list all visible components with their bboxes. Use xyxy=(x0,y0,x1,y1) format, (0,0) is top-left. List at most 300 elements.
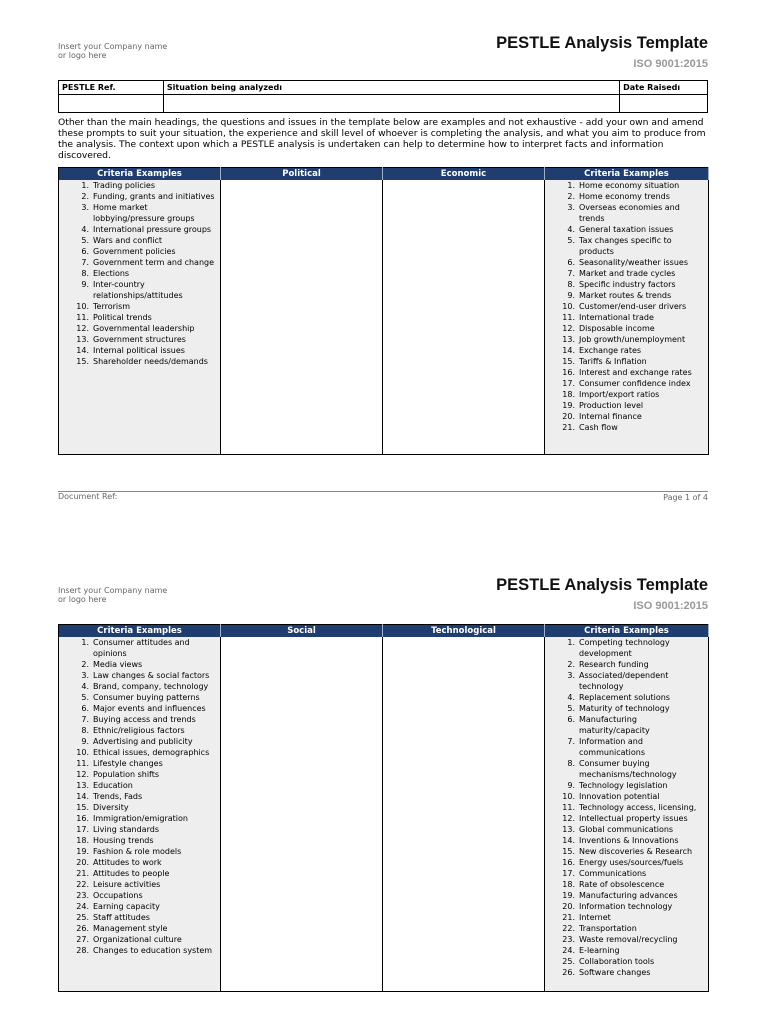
date-raised-header: Date Raisedı xyxy=(620,81,708,95)
intro-paragraph: Other than the main headings, the questions and issues in the template below are examples and not exhaustive - add your own and amend these prompts to suit your situation, the experience and skill level of whoever is completing the analysis, and what you aim to produce from the analysis. The context upon which a PESTLE analysis is undertaken can help to determine how to interpret facts and information discovered. xyxy=(58,117,706,161)
criteria-item xyxy=(545,312,708,323)
criteria-item-text: Governmental leadership xyxy=(93,324,195,333)
criteria-item xyxy=(59,202,220,224)
economic-input-cell[interactable] xyxy=(383,180,545,455)
criteria-item-text: Interest and exchange rates xyxy=(579,368,692,377)
criteria-item xyxy=(59,180,220,191)
criteria-item xyxy=(545,912,708,923)
criteria-item xyxy=(545,692,708,703)
criteria-item-number: 26. xyxy=(562,968,575,977)
criteria-item-number: 11. xyxy=(76,759,89,768)
criteria-item xyxy=(59,769,220,780)
criteria-item-number: 15. xyxy=(562,357,575,366)
footer-divider xyxy=(58,491,708,492)
criteria-item xyxy=(545,846,708,857)
criteria-item xyxy=(59,868,220,879)
criteria-item-text: Management style xyxy=(93,924,168,933)
criteria-item xyxy=(59,257,220,268)
criteria-item-number: 3. xyxy=(81,203,89,212)
criteria-item xyxy=(545,389,708,400)
criteria-item-number: 1. xyxy=(81,181,89,190)
criteria-item-number: 6. xyxy=(81,247,89,256)
criteria-item-number: 22. xyxy=(562,924,575,933)
criteria-item xyxy=(545,180,708,191)
criteria-item xyxy=(545,780,708,791)
criteria-item-number: 23. xyxy=(562,935,575,944)
criteria-item xyxy=(545,378,708,389)
criteria-item-text: Waste removal/recycling xyxy=(579,935,678,944)
criteria-item-number: 25. xyxy=(562,957,575,966)
criteria-item xyxy=(59,670,220,681)
criteria-item-number: 10. xyxy=(76,302,89,311)
criteria-item-number: 19. xyxy=(562,891,575,900)
criteria-item-text: Market routes & trends xyxy=(579,291,672,300)
criteria-item-number: 11. xyxy=(562,803,575,812)
criteria-item xyxy=(545,637,708,659)
political-header: Political xyxy=(221,168,383,181)
criteria-item-text: Buying access and trends xyxy=(93,715,196,724)
criteria-item-number: 8. xyxy=(81,726,89,735)
criteria-item xyxy=(545,345,708,356)
criteria-item-text: Software changes xyxy=(579,968,651,977)
criteria-item xyxy=(59,802,220,813)
criteria-item-number: 4. xyxy=(567,693,575,702)
criteria-item-text: Internet xyxy=(579,913,611,922)
criteria-item xyxy=(545,703,708,714)
criteria-item xyxy=(545,334,708,345)
criteria-item-text: Transportation xyxy=(579,924,637,933)
political-input-cell[interactable] xyxy=(221,180,383,455)
criteria-item-text: Tariffs & Inflation xyxy=(579,357,647,366)
criteria-item-number: 22. xyxy=(76,880,89,889)
criteria-item xyxy=(59,890,220,901)
criteria-item xyxy=(59,747,220,758)
iso-label: ISO 9001:2015 xyxy=(633,58,708,70)
criteria-item xyxy=(59,279,220,301)
technological-input-cell[interactable] xyxy=(383,637,545,992)
criteria-item-number: 1. xyxy=(567,181,575,190)
criteria-item-number: 15. xyxy=(76,803,89,812)
criteria-item-text: Home economy situation xyxy=(579,181,680,190)
criteria-item-text: Research funding xyxy=(579,660,649,669)
criteria-item-number: 20. xyxy=(76,858,89,867)
criteria-item-number: 25. xyxy=(76,913,89,922)
criteria-item xyxy=(545,736,708,758)
criteria-item-text: Staff attitudes xyxy=(93,913,150,922)
criteria-item-number: 16. xyxy=(562,368,575,377)
criteria-item-text: Market and trade cycles xyxy=(579,269,676,278)
criteria-item xyxy=(545,356,708,367)
criteria-item-number: 13. xyxy=(76,781,89,790)
criteria-item-number: 7. xyxy=(81,258,89,267)
criteria-item-number: 2. xyxy=(81,660,89,669)
criteria-item-number: 3. xyxy=(567,203,575,212)
criteria-item-text: Housing trends xyxy=(93,836,154,845)
criteria-item-number: 7. xyxy=(567,269,575,278)
criteria-item-number: 21. xyxy=(562,913,575,922)
criteria-item xyxy=(545,967,708,978)
pestle-ref-header: PESTLE Ref. xyxy=(59,81,164,95)
criteria-item-number: 13. xyxy=(76,335,89,344)
criteria-header-left: Criteria Examples xyxy=(59,625,221,638)
criteria-item xyxy=(545,835,708,846)
political-criteria-cell xyxy=(59,180,221,455)
criteria-item-text: Wars and conflict xyxy=(93,236,163,245)
criteria-item xyxy=(59,912,220,923)
criteria-header-left: Criteria Examples xyxy=(59,168,221,181)
criteria-item xyxy=(59,703,220,714)
criteria-item-number: 20. xyxy=(562,412,575,421)
criteria-item-number: 14. xyxy=(76,346,89,355)
criteria-item-text: General taxation issues xyxy=(579,225,674,234)
criteria-item-text: Manufacturing advances xyxy=(579,891,678,900)
criteria-item xyxy=(545,714,708,736)
criteria-item-number: 7. xyxy=(81,715,89,724)
criteria-item-text: Changes to education system xyxy=(93,946,213,955)
criteria-item xyxy=(59,846,220,857)
criteria-item xyxy=(59,323,220,334)
criteria-item-text: Advertising and publicity xyxy=(93,737,193,746)
criteria-item xyxy=(545,367,708,378)
criteria-item-text: New discoveries & Research xyxy=(579,847,693,856)
criteria-item-number: 8. xyxy=(567,759,575,768)
criteria-item xyxy=(59,857,220,868)
criteria-item-number: 18. xyxy=(562,390,575,399)
criteria-item xyxy=(545,670,708,692)
criteria-item xyxy=(59,736,220,747)
criteria-item-number: 9. xyxy=(567,781,575,790)
criteria-item-text: Living standards xyxy=(93,825,159,834)
economic-header: Economic xyxy=(383,168,545,181)
criteria-item xyxy=(545,890,708,901)
criteria-item-text: Fashion & role models xyxy=(93,847,182,856)
social-technological-table xyxy=(58,624,709,992)
criteria-item-text: Occupations xyxy=(93,891,143,900)
criteria-item-text: Government term and change xyxy=(93,258,215,267)
criteria-item-number: 12. xyxy=(562,814,575,823)
criteria-item-number: 10. xyxy=(76,748,89,757)
criteria-item xyxy=(59,945,220,956)
criteria-item-text: Consumer attitudes and opinions xyxy=(93,638,190,658)
criteria-item-text: Global communications xyxy=(579,825,674,834)
criteria-item xyxy=(59,835,220,846)
criteria-item-number: 8. xyxy=(81,269,89,278)
criteria-item xyxy=(545,791,708,802)
criteria-item-number: 24. xyxy=(76,902,89,911)
criteria-item-text: Ethical issues, demographics xyxy=(93,748,210,757)
criteria-item-text: Major events and influences xyxy=(93,704,206,713)
criteria-header-right: Criteria Examples xyxy=(545,168,709,181)
page-number: Page 1 of 4 xyxy=(663,493,708,502)
criteria-item-text: Specific industry factors xyxy=(579,280,676,289)
criteria-item-text: Consumer confidence index xyxy=(579,379,691,388)
criteria-item-number: 16. xyxy=(562,858,575,867)
document-title: PESTLE Analysis Template xyxy=(496,576,708,594)
criteria-item-text: Population shifts xyxy=(93,770,160,779)
criteria-item-number: 18. xyxy=(562,880,575,889)
criteria-item-number: 24. xyxy=(562,946,575,955)
criteria-item-text: Disposable income xyxy=(579,324,655,333)
criteria-item xyxy=(59,224,220,235)
criteria-item xyxy=(545,290,708,301)
criteria-item-text: Production level xyxy=(579,401,644,410)
criteria-item xyxy=(59,681,220,692)
criteria-item-number: 15. xyxy=(562,847,575,856)
criteria-item-text: Home economy trends xyxy=(579,192,670,201)
criteria-item-text: Immigration/emigration xyxy=(93,814,188,823)
criteria-item-text: Earning capacity xyxy=(93,902,160,911)
iso-label: ISO 9001:2015 xyxy=(633,600,708,612)
criteria-item xyxy=(59,334,220,345)
criteria-item-text: Ethnic/religious factors xyxy=(93,726,185,735)
criteria-item-text: Maturity of technology xyxy=(579,704,670,713)
criteria-item xyxy=(59,637,220,659)
reference-table xyxy=(58,80,708,113)
criteria-item-text: Intellectual property issues xyxy=(579,814,688,823)
criteria-item-text: Trading policies xyxy=(93,181,156,190)
criteria-item-text: E-learning xyxy=(579,946,620,955)
criteria-item-number: 12. xyxy=(76,324,89,333)
criteria-item-number: 1. xyxy=(81,638,89,647)
criteria-item-number: 17. xyxy=(76,825,89,834)
criteria-item xyxy=(545,191,708,202)
criteria-item xyxy=(545,279,708,290)
social-header: Social xyxy=(221,625,383,638)
criteria-item-text: Funding, grants and initiatives xyxy=(93,192,215,201)
criteria-item xyxy=(545,802,708,813)
social-criteria-list xyxy=(59,637,220,956)
criteria-item xyxy=(545,235,708,257)
criteria-item xyxy=(545,758,708,780)
criteria-item-text: Energy uses/sources/fuels xyxy=(579,858,684,867)
criteria-item-text: Information and communications xyxy=(579,737,646,757)
criteria-item xyxy=(59,659,220,670)
criteria-item-text: Collaboration tools xyxy=(579,957,655,966)
criteria-item-text: Trends, Fads xyxy=(93,792,143,801)
criteria-item-number: 17. xyxy=(562,869,575,878)
criteria-item-text: Replacement solutions xyxy=(579,693,670,702)
criteria-item-number: 1. xyxy=(567,638,575,647)
criteria-item-number: 21. xyxy=(562,423,575,432)
criteria-item xyxy=(545,879,708,890)
criteria-item-text: Technology access, licensing, xyxy=(579,803,697,812)
criteria-item xyxy=(59,692,220,703)
criteria-item-text: Consumer buying mechanisms/technology xyxy=(579,759,677,779)
social-criteria-cell xyxy=(59,637,221,992)
criteria-item-number: 5. xyxy=(567,704,575,713)
criteria-item xyxy=(59,356,220,367)
criteria-item-text: Import/export ratios xyxy=(579,390,660,399)
criteria-item xyxy=(59,301,220,312)
criteria-item xyxy=(59,923,220,934)
situation-field[interactable] xyxy=(163,95,619,113)
criteria-item-number: 5. xyxy=(567,236,575,245)
criteria-item xyxy=(545,857,708,868)
criteria-item-text: Technology legislation xyxy=(579,781,668,790)
criteria-item-text: Organizational culture xyxy=(93,935,182,944)
pestle-ref-field[interactable] xyxy=(59,95,164,113)
criteria-item xyxy=(545,956,708,967)
criteria-item-text: Consumer buying patterns xyxy=(93,693,200,702)
criteria-item xyxy=(545,268,708,279)
criteria-item-text: Law changes & social factors xyxy=(93,671,210,680)
criteria-item xyxy=(59,879,220,890)
criteria-item xyxy=(59,791,220,802)
technological-criteria-list xyxy=(545,637,708,978)
document-page-2 xyxy=(0,540,768,1024)
criteria-item-text: Communications xyxy=(579,869,647,878)
criteria-item-text: Government policies xyxy=(93,247,176,256)
political-criteria-list xyxy=(59,180,220,367)
criteria-item-number: 15. xyxy=(76,357,89,366)
criteria-item xyxy=(545,257,708,268)
criteria-item xyxy=(545,901,708,912)
criteria-item xyxy=(545,934,708,945)
criteria-item-number: 12. xyxy=(562,324,575,333)
criteria-item-text: Exchange rates xyxy=(579,346,642,355)
criteria-item-number: 10. xyxy=(562,792,575,801)
criteria-item-text: Overseas economies and trends xyxy=(579,203,680,223)
criteria-item-text: Tax changes specific to products xyxy=(579,236,672,256)
criteria-item xyxy=(59,901,220,912)
criteria-item-text: Attitudes to work xyxy=(93,858,162,867)
criteria-item-text: Cash flow xyxy=(579,423,618,432)
criteria-item xyxy=(545,945,708,956)
criteria-item-text: Seasonality/weather issues xyxy=(579,258,688,267)
criteria-item xyxy=(545,422,708,433)
criteria-item-text: Rate of obsolescence xyxy=(579,880,665,889)
criteria-item xyxy=(59,345,220,356)
criteria-item xyxy=(59,813,220,824)
criteria-item xyxy=(545,202,708,224)
criteria-item-text: Inventions & Innovations xyxy=(579,836,679,845)
technological-header: Technological xyxy=(383,625,545,638)
criteria-item xyxy=(545,659,708,670)
criteria-item-text: Home market lobbying/pressure groups xyxy=(93,203,195,223)
criteria-item xyxy=(59,312,220,323)
criteria-item xyxy=(545,323,708,334)
social-input-cell[interactable] xyxy=(221,637,383,992)
criteria-item-text: Attitudes to people xyxy=(93,869,170,878)
economic-criteria-cell xyxy=(545,180,709,455)
criteria-item-text: Elections xyxy=(93,269,130,278)
criteria-item-number: 4. xyxy=(81,225,89,234)
criteria-item-text: Political trends xyxy=(93,313,152,322)
criteria-item xyxy=(59,758,220,769)
criteria-item xyxy=(545,400,708,411)
criteria-item-text: Lifestyle changes xyxy=(93,759,163,768)
criteria-item-number: 14. xyxy=(562,346,575,355)
criteria-item-number: 19. xyxy=(562,401,575,410)
criteria-item-number: 18. xyxy=(76,836,89,845)
criteria-item xyxy=(59,780,220,791)
criteria-item-text: International pressure groups xyxy=(93,225,212,234)
criteria-item-number: 14. xyxy=(76,792,89,801)
criteria-item-text: Competing technology development xyxy=(579,638,670,658)
criteria-item-text: Education xyxy=(93,781,133,790)
criteria-item-number: 13. xyxy=(562,825,575,834)
criteria-item-number: 13. xyxy=(562,335,575,344)
criteria-item xyxy=(59,235,220,246)
criteria-item xyxy=(545,224,708,235)
criteria-item-number: 23. xyxy=(76,891,89,900)
criteria-item-number: 6. xyxy=(567,715,575,724)
criteria-item-number: 5. xyxy=(81,693,89,702)
criteria-item-number: 21. xyxy=(76,869,89,878)
criteria-item xyxy=(545,411,708,422)
criteria-item xyxy=(59,268,220,279)
criteria-item-text: Internal finance xyxy=(579,412,642,421)
criteria-item-text: Shareholder needs/demands xyxy=(93,357,208,366)
criteria-item-number: 4. xyxy=(81,682,89,691)
criteria-item-number: 16. xyxy=(76,814,89,823)
date-raised-field[interactable] xyxy=(620,95,708,113)
criteria-item xyxy=(545,813,708,824)
criteria-item-text: Innovation potential xyxy=(579,792,660,801)
criteria-item-text: Customer/end-user drivers xyxy=(579,302,687,311)
criteria-item-number: 9. xyxy=(81,280,89,289)
criteria-item-number: 11. xyxy=(562,313,575,322)
criteria-item-text: Brand, company, technology xyxy=(93,682,209,691)
criteria-item-number: 5. xyxy=(81,236,89,245)
criteria-item-number: 4. xyxy=(567,225,575,234)
criteria-item-number: 11. xyxy=(76,313,89,322)
criteria-item-text: International trade xyxy=(579,313,654,322)
criteria-item-number: 27. xyxy=(76,935,89,944)
criteria-item-text: Internal political issues xyxy=(93,346,185,355)
criteria-item-number: 19. xyxy=(76,847,89,856)
criteria-item xyxy=(59,246,220,257)
criteria-item-number: 2. xyxy=(567,192,575,201)
criteria-item xyxy=(59,725,220,736)
criteria-item-number: 28. xyxy=(76,946,89,955)
criteria-item xyxy=(59,934,220,945)
criteria-item-text: Inter-country relationships/attitudes xyxy=(93,280,183,300)
criteria-item-number: 12. xyxy=(76,770,89,779)
criteria-item-text: Manufacturing maturity/capacity xyxy=(579,715,650,735)
criteria-item-number: 2. xyxy=(81,192,89,201)
criteria-item-number: 3. xyxy=(567,671,575,680)
criteria-item xyxy=(545,824,708,835)
technological-criteria-cell xyxy=(545,637,709,992)
criteria-item-text: Diversity xyxy=(93,803,129,812)
criteria-item-number: 3. xyxy=(81,671,89,680)
criteria-item-text: Government structures xyxy=(93,335,186,344)
criteria-item-number: 6. xyxy=(81,704,89,713)
political-economic-table xyxy=(58,167,709,455)
document-title: PESTLE Analysis Template xyxy=(496,34,708,52)
criteria-item xyxy=(59,824,220,835)
company-logo-placeholder: Insert your Company name or logo here xyxy=(58,42,168,60)
criteria-item xyxy=(545,923,708,934)
criteria-item-number: 26. xyxy=(76,924,89,933)
criteria-item-text: Associated/dependent technology xyxy=(579,671,669,691)
criteria-item-text: Leisure activities xyxy=(93,880,161,889)
criteria-item xyxy=(545,868,708,879)
criteria-item-number: 8. xyxy=(567,280,575,289)
criteria-item-text: Information technology xyxy=(579,902,673,911)
criteria-item xyxy=(545,301,708,312)
criteria-item xyxy=(59,714,220,725)
criteria-item-number: 9. xyxy=(567,291,575,300)
document-ref: Document Ref: xyxy=(58,493,118,501)
criteria-item-number: 14. xyxy=(562,836,575,845)
criteria-item-text: Terrorism xyxy=(93,302,131,311)
situation-header: Situation being analyzedı xyxy=(163,81,619,95)
criteria-item-number: 20. xyxy=(562,902,575,911)
criteria-item-text: Job growth/unemployment xyxy=(579,335,686,344)
criteria-item-number: 6. xyxy=(567,258,575,267)
